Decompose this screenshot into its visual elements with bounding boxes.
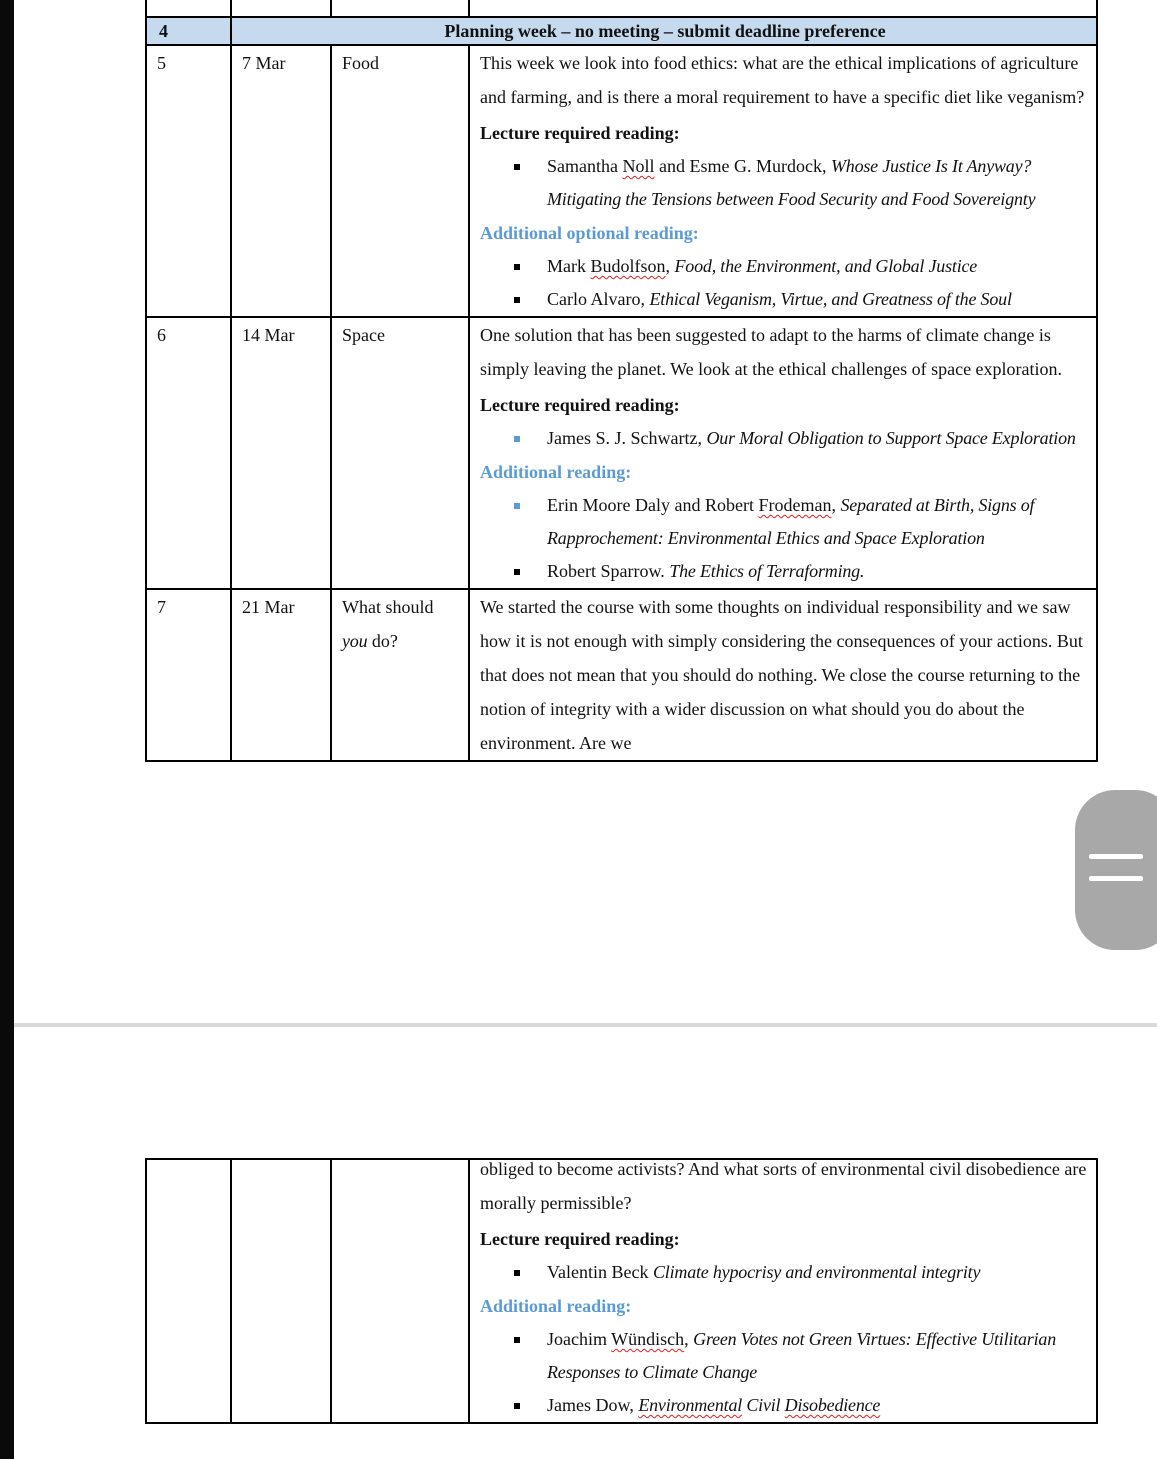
additional-reading-heading: Additional reading: — [480, 1296, 632, 1316]
week-number: 6 — [146, 317, 231, 589]
reading-title: Green Votes not Green Virtues: Effective Utilitarian Responses to Climate Change — [547, 1329, 1057, 1382]
reading-title: Ethical Veganism, Virtue, and Greatness of the Soul — [649, 289, 1012, 309]
table-row — [146, 45, 1097, 317]
spelling-error[interactable]: Noll — [622, 156, 655, 176]
handle-line — [1089, 854, 1143, 859]
list-item: Joachim Wündisch, Green Votes not Green Virtues: Effective Utilitarian Responses to Climate Change — [514, 1323, 1088, 1389]
additional-reading-list — [480, 250, 1088, 316]
required-reading-heading: Lecture required reading: — [480, 123, 680, 143]
required-reading-heading: Lecture required reading: — [480, 1229, 680, 1249]
week-topic: Food — [331, 45, 469, 317]
additional-reading-heading: Additional reading: — [480, 462, 632, 482]
handle-line — [1089, 876, 1143, 881]
week-content — [469, 317, 1097, 589]
list-item: Erin Moore Daly and Robert Frodeman, Separated at Birth, Signs of Rapprochement: Environmental Ethics and Space Exploration — [514, 489, 1088, 555]
required-reading-heading: Lecture required reading: — [480, 395, 680, 415]
additional-reading-list — [480, 489, 1088, 588]
week-description: This week we look into food ethics: what are the ethical implications of agriculture and farming, and is there a moral requirement to have a specific diet like veganism? — [480, 53, 1085, 107]
spelling-error[interactable]: Disobedience — [784, 1395, 881, 1415]
bullet-icon — [514, 1403, 520, 1409]
reading-title: Climate hypocrisy and environmental integrity — [652, 1262, 981, 1282]
list-item: Samantha Noll and Esme G. Murdock, Whose Justice Is It Anyway? Mitigating the Tensions between Food Security and Food Sovereignty — [514, 150, 1088, 216]
required-reading-list — [480, 150, 1088, 216]
bullet-icon — [514, 503, 520, 509]
table-row — [146, 0, 1097, 17]
list-item: James S. J. Schwartz, Our Moral Obligation to Support Space Exploration — [514, 422, 1088, 455]
week-number: 5 — [146, 45, 231, 317]
week-description: obliged to become activists? And what sorts of environmental civil disobedience are morally permissible? — [480, 1159, 1087, 1213]
bullet-icon — [514, 436, 520, 442]
window-left-edge — [0, 0, 14, 1459]
week-content — [469, 589, 1097, 761]
list-item: James Dow, Environmental Civil Disobedience — [514, 1389, 1088, 1422]
week-topic: Space — [331, 317, 469, 589]
table-cell — [146, 1159, 231, 1423]
list-item: Carlo Alvaro, Ethical Veganism, Virtue, and Greatness of the Soul — [514, 283, 1088, 316]
schedule-table-continued — [145, 1158, 1098, 1424]
week-description: We started the course with some thoughts on individual responsibility and we saw how it is not enough with simply considering the consequences of your actions. But that does not mean that you should do nothing. We close the course returning to the notion of integrity with a wider discussion on what should you do about the environment. Are we — [480, 597, 1083, 753]
additional-reading-list — [480, 1323, 1088, 1422]
bullet-icon — [514, 569, 520, 575]
week-date: 7 Mar — [231, 45, 331, 317]
spelling-error[interactable]: Wündisch — [611, 1329, 685, 1349]
document-page-1 — [14, 0, 1157, 1023]
bullet-icon — [514, 297, 520, 303]
additional-reading-heading: Additional optional reading: — [480, 223, 699, 243]
week-topic: What should you do? — [331, 589, 469, 761]
bullet-icon — [514, 1337, 520, 1343]
required-reading-list — [480, 422, 1088, 455]
required-reading-list — [480, 1256, 1088, 1289]
reading-title: Separated at Birth, Signs of Rapprochement: Environmental Ethics and Space Exploration — [547, 495, 1035, 548]
week-date: 21 Mar — [231, 589, 331, 761]
table-row — [146, 317, 1097, 589]
week-description: One solution that has been suggested to adapt to the harms of climate change is simply leaving the planet. We look at the ethical challenges of space exploration. — [480, 325, 1063, 379]
table-cell — [146, 0, 231, 17]
table-row — [146, 589, 1097, 761]
list-item: Valentin Beck Climate hypocrisy and environmental integrity — [514, 1256, 1088, 1289]
document-page-2 — [14, 1027, 1157, 1459]
planning-week-row — [146, 17, 1097, 45]
week-number: 4 — [146, 17, 231, 45]
table-row — [146, 1159, 1097, 1423]
drag-handle-icon[interactable] — [1075, 790, 1157, 950]
spelling-error[interactable]: Frodeman — [758, 495, 832, 515]
reading-title: Our Moral Obligation to Support Space Exploration — [706, 428, 1076, 448]
table-cell — [231, 1159, 331, 1423]
reading-title: Food, the Environment, and Global Justice — [674, 256, 978, 276]
table-cell — [231, 0, 331, 17]
bullet-icon — [514, 164, 520, 170]
reading-title: Environmental Civil Disobedience — [638, 1395, 881, 1415]
planning-week-text: Planning week – no meeting – submit deadline preference — [231, 17, 1097, 45]
table-cell — [331, 1159, 469, 1423]
spelling-error[interactable]: Environmental — [638, 1395, 743, 1415]
list-item: Mark Budolfson, Food, the Environment, and Global Justice — [514, 250, 1088, 283]
reading-title: The Ethics of Terraforming. — [669, 561, 865, 581]
week-content — [469, 1159, 1097, 1423]
spelling-error[interactable]: Budolfson — [590, 256, 666, 276]
reading-title: Whose Justice Is It Anyway? Mitigating the Tensions between Food Security and Food Sovereignty — [547, 156, 1036, 209]
table-cell — [331, 0, 469, 17]
week-content — [469, 45, 1097, 317]
schedule-table — [145, 0, 1098, 762]
table-cell — [469, 0, 1097, 17]
bullet-icon — [514, 264, 520, 270]
list-item: Robert Sparrow. The Ethics of Terraforming. — [514, 555, 1088, 588]
bullet-icon — [514, 1270, 520, 1276]
week-number: 7 — [146, 589, 231, 761]
week-date: 14 Mar — [231, 317, 331, 589]
